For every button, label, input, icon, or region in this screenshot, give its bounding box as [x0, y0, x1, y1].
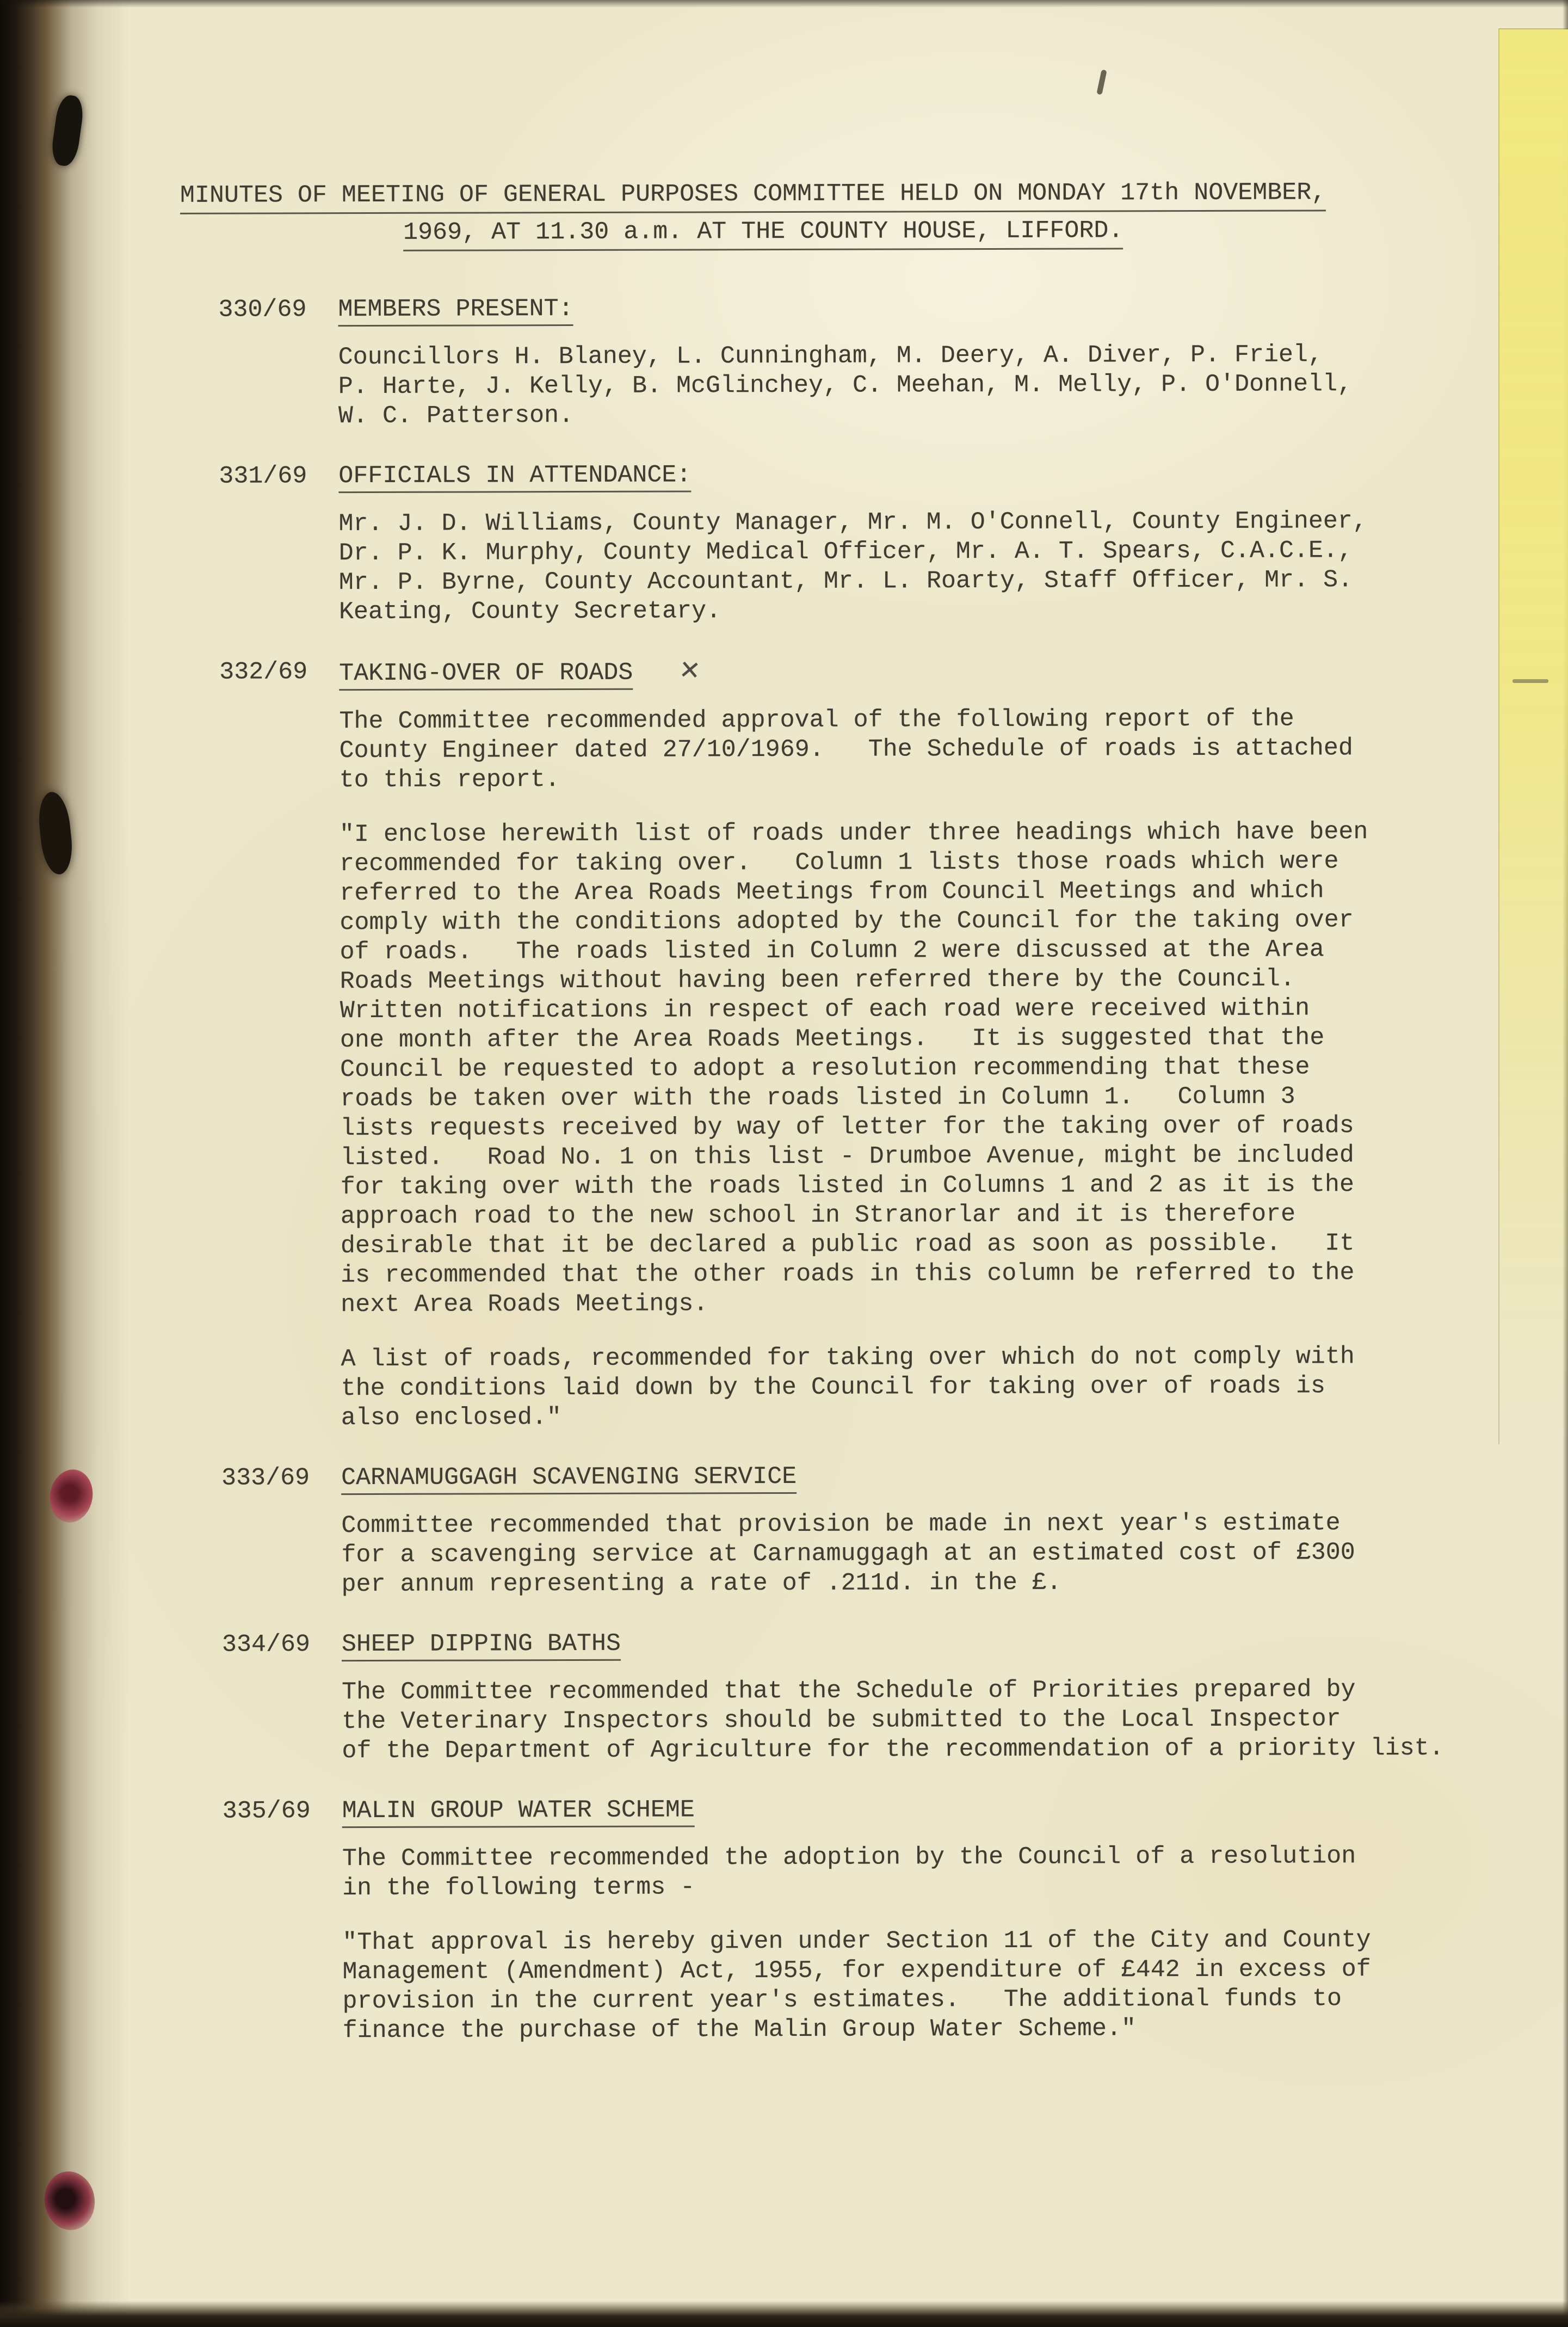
minute-heading: [342, 1794, 1496, 1826]
minute-heading: [342, 1627, 1495, 1660]
title-line-2: 1969, AT 11.30 a.m. AT THE COUNTY HOUSE, LIFFORD.: [403, 216, 1123, 251]
minute-paragraphs: [342, 1675, 1495, 1766]
document-title: [180, 177, 1568, 252]
minute-sections: [1, 292, 1568, 2047]
minute-paragraphs: [339, 704, 1494, 1433]
minute-paragraph: Committee recommended that provision be made in next year's estimate for a scavenging service at Carnamuggagh at an estimated cost of £300 per annum representing a rate of .211d. in the £.: [341, 1509, 1355, 1599]
handwritten-x-mark: ✕: [678, 652, 701, 690]
minute-heading-text: MALIN GROUP WATER SCHEME: [342, 1796, 695, 1828]
minute-heading: [338, 459, 1492, 491]
minute-body: [338, 459, 1492, 627]
minute-paragraph: Mr. J. D. Williams, County Manager, Mr. M. O'Connell, County Engineer, Dr. P. K. Murphy, County Medical Officer, Mr. A. T. Spears, C.A.C.E., Mr. P. Byrne, County Accountant, Mr. L. Roarty, Staff Officer, Mr. S. Keating, County Secretary.: [338, 507, 1367, 626]
minute-section: [218, 292, 1568, 431]
minute-number: 333/69: [221, 1464, 310, 1492]
minute-number: 331/69: [219, 462, 307, 490]
minute-body: [339, 652, 1495, 1433]
minute-section: [219, 458, 1568, 627]
minute-body: [342, 1627, 1496, 1766]
minute-number: 332/69: [219, 658, 308, 686]
page-bottom-edge: [0, 2301, 1568, 2327]
minute-paragraph: Councillors H. Blaney, L. Cunningham, M. Deery, A. Diver, P. Friel, P. Harte, J. Kelly, B. McGlinchey, C. Meehan, M. Melly, P. O'Donnell, W. C. Patterson.: [338, 341, 1353, 430]
minute-heading: [341, 1461, 1495, 1493]
title-line-1: MINUTES OF MEETING OF GENERAL PURPOSES COMMITTEE HELD ON MONDAY 17th NOVEMBER,: [180, 178, 1326, 214]
minute-body: [341, 1461, 1495, 1600]
minute-paragraph: "That approval is hereby given under Section 11 of the City and County Management (Amendment) Act, 1955, for expenditure of £442 in excess of provision in the current year's estimates. The additional funds to finance the purchase of the Malin Group Water Scheme.": [342, 1926, 1371, 2045]
minute-paragraphs: [342, 1842, 1496, 2046]
minute-paragraphs: [338, 507, 1492, 627]
minute-paragraph: "I enclose herewith list of roads under three headings which have been recommended for taking over. Column 1 lists those roads which were referred to the Area Roads Meetings from Council Meetings and which comply with the conditions adopted by the Council for the taking over of roads. The roads listed in Column 2 were discussed at the Area Roads Meetings without having been referred there by the Council. Written notifications in respect of each road were received within one month after the Area Roads Meetings. It is suggested that the Council be requested to adopt a resolution recommending that these roads be taken over with the roads listed in Column 1. Column 3 lists requests received by way of letter for the taking over of roads listed. Road No. 1 on this list - Drumboe Avenue, might be included for taking over with the roads listed in Columns 1 and 2 as it is the approach road to the new school in Stranorlar and it is therefore desirable that it be declared a public road as soon as possible. It is recommended that the other roads in this column be referred to the next Area Roads Meetings.: [339, 818, 1368, 1319]
minute-number: 330/69: [218, 296, 307, 324]
minute-body: [338, 292, 1492, 432]
minute-heading-text: OFFICIALS IN ATTENDANCE:: [338, 461, 691, 493]
minute-paragraphs: [341, 1509, 1495, 1600]
minute-paragraph: The Committee recommended approval of the following report of the County Engineer dated 27/10/1969. The Schedule of roads is attached to this report.: [339, 705, 1353, 795]
minute-section: [222, 1627, 1568, 1766]
minute-heading-text: CARNAMUGGAGH SCAVENGING SERVICE: [341, 1463, 797, 1495]
minute-section: [221, 1460, 1568, 1599]
minute-section: [219, 654, 1568, 1433]
minute-number: 334/69: [221, 1630, 311, 1659]
minute-paragraph: The Committee recommended the adoption by the Council of a resolution in the following terms -: [342, 1842, 1356, 1903]
minute-paragraph: The Committee recommended that the Schedule of Priorities prepared by the Veterinary Inspectors should be submitted to the Local Inspector of the Department of Agriculture for the recommendation of a priority list.: [342, 1676, 1444, 1765]
minute-heading: [338, 292, 1491, 325]
minute-heading-text: SHEEP DIPPING BATHS: [342, 1630, 621, 1661]
minute-heading-text: MEMBERS PRESENT:: [338, 295, 573, 327]
minute-paragraph: A list of roads, recommended for taking over which do not comply with the conditions laid down by the Council for taking over of roads is also enclosed.": [341, 1343, 1355, 1432]
minute-heading: [339, 652, 1492, 690]
minute-number: 335/69: [222, 1797, 311, 1825]
minute-section: [223, 1793, 1568, 2046]
minute-body: [342, 1794, 1496, 2046]
minute-paragraphs: [338, 340, 1492, 432]
minute-heading-text: TAKING-OVER OF ROADS: [339, 659, 633, 691]
